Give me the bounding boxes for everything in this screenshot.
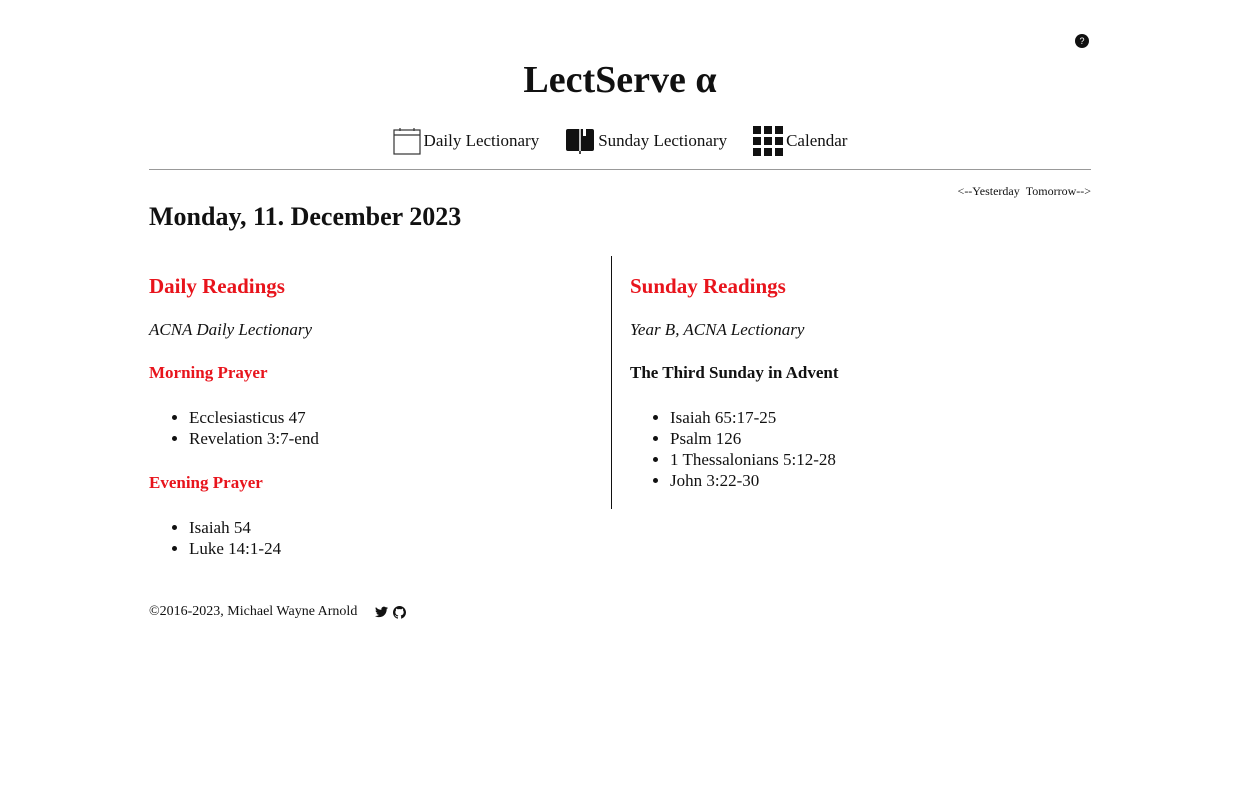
social-links (375, 606, 406, 619)
daily-lectionary-name: ACNA Daily Lectionary (149, 320, 313, 339)
help-icon[interactable]: ? (1075, 34, 1089, 48)
sunday-lectionary-name: Year B, ACNA Lectionary (630, 320, 805, 339)
list-item[interactable]: • Luke 14:1-24 (189, 538, 281, 559)
sunday-readings-list (630, 407, 836, 491)
morning-prayer-heading: Morning Prayer (149, 363, 268, 382)
list-item[interactable]: • 1 Thessalonians 5:12-28 (670, 449, 836, 470)
sunday-day-name: The Third Sunday in Advent (630, 363, 839, 382)
open-book-icon (565, 127, 595, 155)
twitter-icon[interactable] (375, 606, 388, 618)
evening-readings-list (149, 517, 281, 559)
main-nav (149, 126, 1091, 156)
list-item[interactable]: • Ecclesiasticus 47 (189, 407, 319, 428)
nav-daily-lectionary-label[interactable]: Daily Lectionary (423, 131, 540, 150)
nav-calendar-label[interactable]: Calendar (786, 131, 848, 150)
list-item[interactable]: • Isaiah 65:17-25 (670, 407, 836, 428)
github-icon[interactable] (393, 606, 406, 619)
nav-daily-lectionary[interactable] (393, 127, 540, 155)
calendar-page-icon (393, 127, 421, 155)
header-divider (149, 169, 1091, 170)
page-title: LectServe α (523, 59, 717, 101)
grid-icon (753, 126, 783, 156)
day-navigation (958, 184, 1091, 199)
evening-prayer-heading: Evening Prayer (149, 473, 263, 492)
morning-readings-list (149, 407, 319, 449)
sunday-readings-heading: Sunday Readings (630, 274, 786, 298)
tomorrow-link[interactable]: Tomorrow--> (1025, 184, 1091, 198)
yesterday-link[interactable]: <--Yesterday (957, 184, 1020, 198)
footer (149, 604, 406, 620)
daily-readings-heading: Daily Readings (149, 274, 285, 298)
nav-sunday-lectionary-label[interactable]: Sunday Lectionary (598, 131, 728, 150)
nav-calendar[interactable] (753, 126, 847, 156)
list-item[interactable]: • Isaiah 54 (189, 517, 281, 538)
current-date: Monday, 11. December 2023 (149, 202, 462, 231)
sunday-readings-column (611, 256, 1092, 509)
list-item[interactable]: • Revelation 3:7-end (189, 428, 319, 449)
copyright-text: ©2016-2023, Michael Wayne Arnold (149, 604, 358, 619)
nav-sunday-lectionary[interactable] (565, 127, 727, 155)
list-item[interactable]: • John 3:22-30 (670, 470, 836, 491)
list-item[interactable]: • Psalm 126 (670, 428, 836, 449)
